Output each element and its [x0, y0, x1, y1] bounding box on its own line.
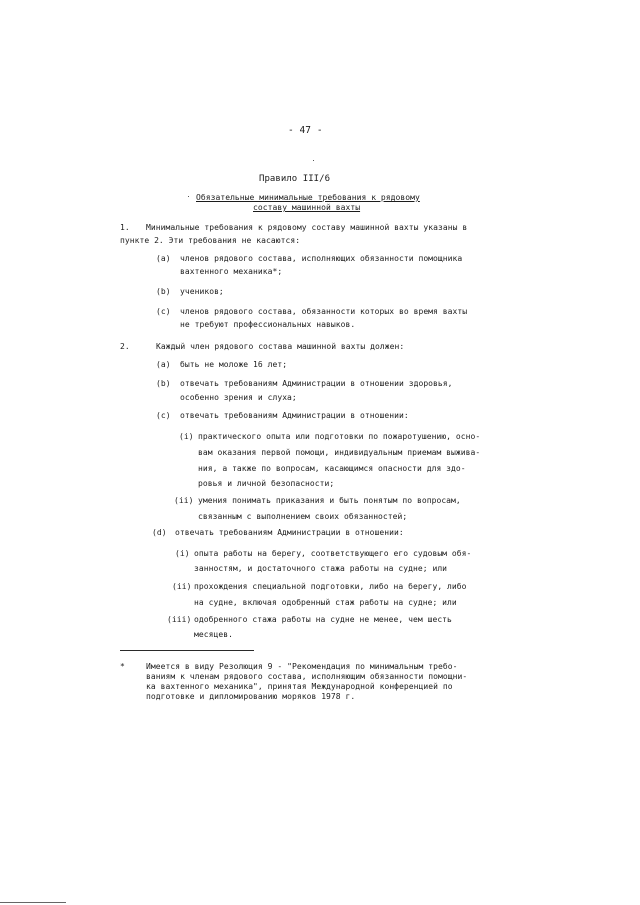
subitem-line: занностям, и достаточного стажа работы на судне; или [194, 564, 448, 573]
item-line: отвечать требованиям Администрации в отношении: [180, 411, 409, 420]
scan-speck [313, 160, 314, 161]
subitem-line: практического опыта или подготовки по пожаротушению, осно- [198, 432, 481, 441]
subitem-line: на судне, включая одобренный стаж работы на судне; или [194, 598, 457, 607]
rule-subtitle-line-1: Обязательные минимальные требования к рядовому [196, 193, 420, 202]
subitem-line: связанным с выполнением своих обязанностей; [198, 512, 408, 521]
subitem-line: месяцев. [194, 630, 233, 639]
item-label: (с) [156, 307, 171, 316]
item-line: отвечать требованиям Администрации в отношении здоровья, [180, 379, 453, 388]
subitem-line: ровья и личной безопасности; [198, 479, 335, 488]
item-line: отвечать требованиям Администрации в отношении: [175, 528, 404, 537]
subitem-label: (i) [175, 549, 190, 558]
subitem-label: (ii) [174, 496, 194, 505]
subitem-label: (iii) [167, 615, 192, 624]
item-label: (а) [156, 254, 171, 263]
item-line: учеников; [180, 287, 224, 296]
section-number-2: 2. [120, 342, 130, 351]
subitem-line: одобренного стажа работы на судне не менее, чем шесть [194, 615, 452, 624]
item-line: членов рядового состава, обязанности которых во время вахты [180, 307, 468, 316]
footnote-marker: * [120, 662, 125, 671]
scan-speck [188, 196, 189, 197]
item-label: (а) [156, 360, 171, 369]
page-number: - 47 - [288, 125, 323, 136]
scan-edge-line [0, 902, 66, 903]
item-label: (b) [156, 287, 171, 296]
section-number-1: 1. [120, 223, 130, 232]
footnote-line: ваниям к членам рядового состава, исполняющим обязанности помощни- [146, 672, 468, 681]
section-1-line-1: Минимальные требования к рядовому составу машинной вахты указаны в [146, 223, 468, 232]
footnote-line: ка вахтенного механика", принятая Международной конференцией по [146, 682, 453, 691]
subitem-label: (ii) [172, 582, 192, 591]
rule-subtitle-line-2: составу машинной вахты [253, 203, 361, 212]
footnote-separator [120, 650, 254, 651]
item-label: (b) [156, 379, 171, 388]
item-line: быть не моложе 16 лет; [180, 360, 288, 369]
item-line: особенно зрения и слуха; [180, 393, 297, 402]
subitem-line: прохождения специальной подготовки, либо на берегу, либо [194, 582, 467, 591]
subitem-line: умения понимать приказания и быть понятым по вопросам, [198, 496, 461, 505]
rule-title: Правило III/6 [259, 174, 331, 184]
footnote-line: подготовке и дипломированию моряков 1978 г. [146, 692, 356, 701]
subitem-label: (i) [179, 432, 194, 441]
subitem-line: опыта работы на берегу, соответствующего его судовым обя- [194, 549, 472, 558]
subitem-line: вам оказания первой помощи, индивидуальным приемам выжива- [198, 448, 481, 457]
footnote-line: Имеется в виду Резолюция 9 - "Рекомендация по минимальным требо- [146, 662, 458, 671]
item-label: (d) [152, 528, 167, 537]
item-label: (с) [156, 411, 171, 420]
subitem-line: ния, а также по вопросам, касающимся опасности для здо- [198, 464, 466, 473]
section-2-line-1: Каждый член рядового состава машинной вахты должен: [156, 342, 405, 351]
item-line: вахтенного механика*; [180, 267, 283, 276]
item-line: не требуют профессиональных навыков. [180, 320, 356, 329]
item-line: членов рядового состава, исполняющих обязанности помощника [180, 254, 463, 263]
section-1-line-2: пункте 2. Эти требования не касаются: [120, 236, 301, 245]
